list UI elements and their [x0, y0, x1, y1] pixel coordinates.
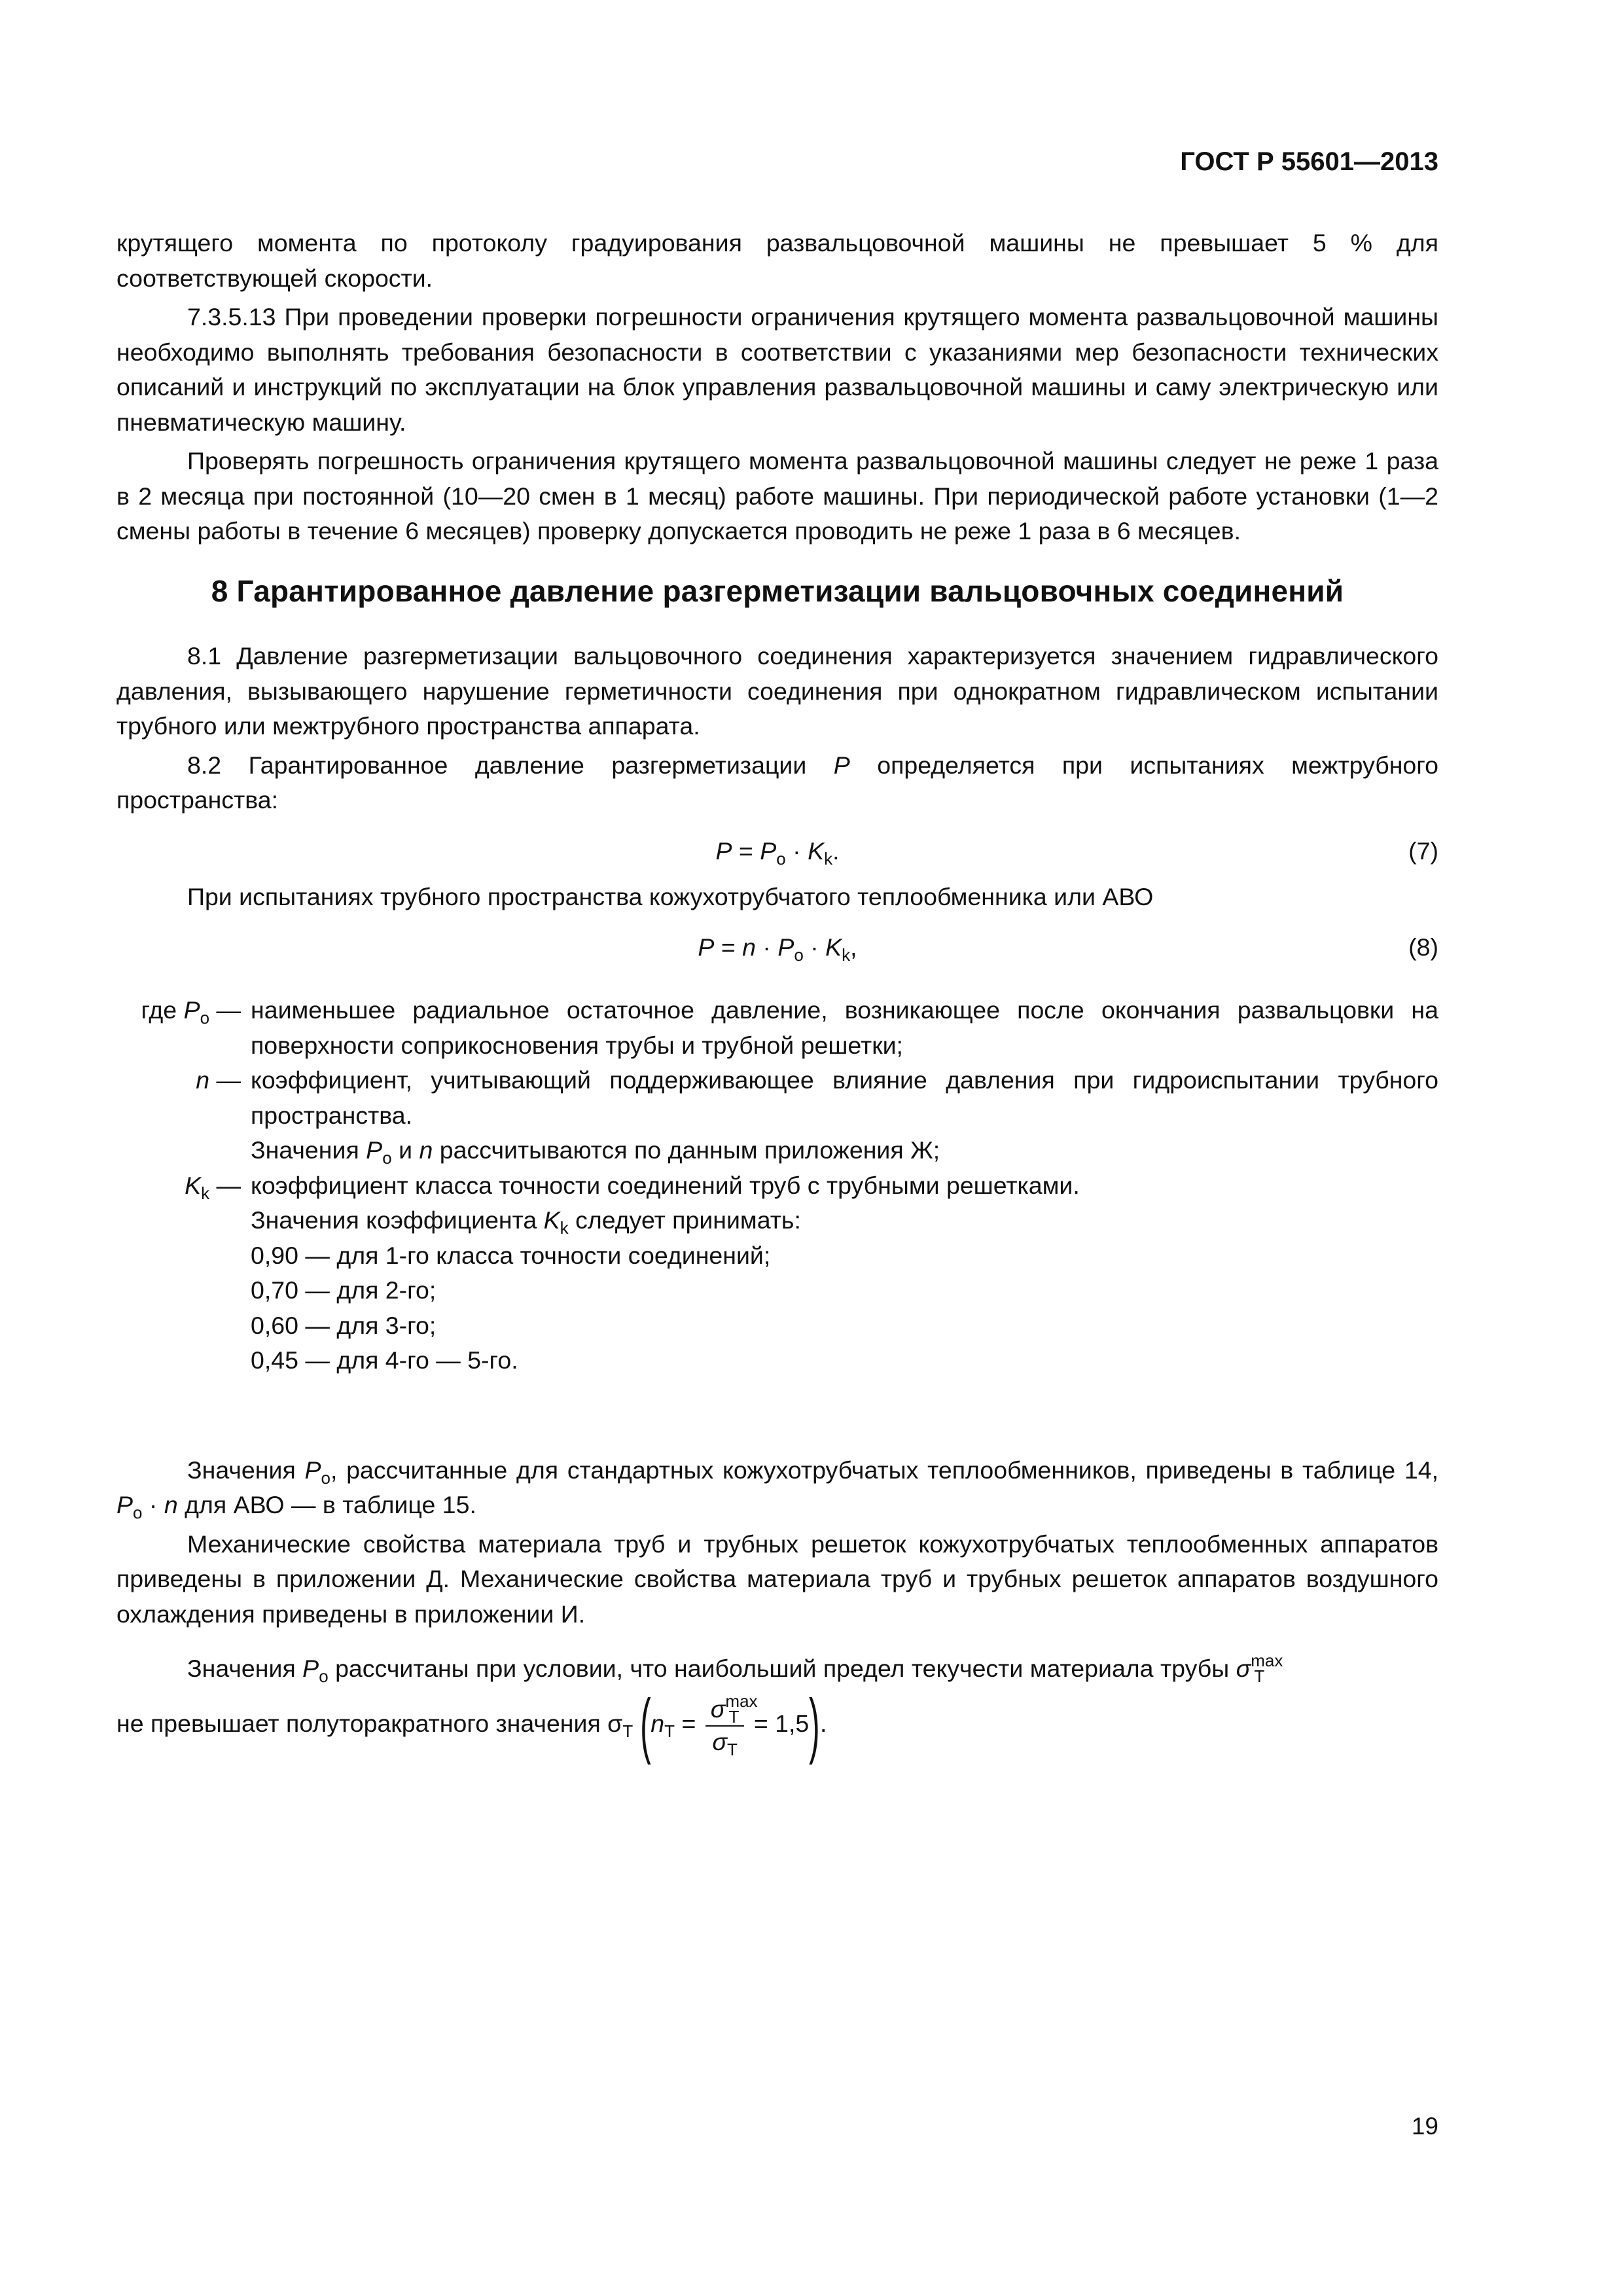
- paragraph: Значения $P_о$ рассчитаны при условии, что наибольший предел текучести материала трубы $\sigma^{max}_T$: [187, 1651, 1283, 1686]
- paragraph: крутящего момента по протоколу градуирования развальцовочной машины не превышает 5 % для соответствующей скорости.: [116, 229, 1438, 292]
- coefficient-value: 0,70 — для 2-го;: [251, 1276, 437, 1304]
- definition-symbol: $K_k$ —: [185, 1171, 241, 1203]
- definitions-list: [116, 993, 1438, 1378]
- document-code: ГОСТ Р 55601—2013: [1180, 147, 1438, 176]
- coefficient-value: 0,60 — для 3-го;: [251, 1311, 437, 1339]
- fraction: $\frac{\sigma^{max}_T}{\sigma_T}$: [705, 1694, 745, 1757]
- definition-note: Значения $P_о$ и n рассчитываются по данным приложения Ж;: [251, 1136, 940, 1168]
- definition-po: [116, 993, 1438, 1063]
- definition-text: наименьшее радиальное остаточное давление, возникающее после окончания развальцовки на поверхности соприкосновения трубы и трубной решетки;: [251, 996, 1438, 1059]
- formula: $P = n \cdot P_о \cdot K_k$,: [698, 933, 857, 965]
- definition-symbol: где $P_о$ —: [141, 996, 241, 1028]
- paragraph: 8.2 Гарантированное давление разгерметизации P определяется при испытаниях межтрубного пространства:: [116, 751, 1438, 814]
- definition-kk: [116, 1168, 1438, 1204]
- definition-n: [116, 1063, 1438, 1133]
- definition-note: Значения коэффициента $K_k$ следует принимать:: [251, 1206, 801, 1238]
- paragraph: Механические свойства материала труб и трубных решеток кожухотрубчатых теплообменных аппаратов приведены в приложении Д. Механические свойства материала труб и трубных решеток аппаратов воздушного охлаждения приведены в приложении И.: [116, 1530, 1438, 1628]
- paragraph: 7.3.5.13 При проведении проверки погрешности ограничения крутящего момента развальцовочной машины необходимо выполнять требования безопасности в соответствии с указаниями мер безопасности технических описаний и инструкций по эксплуатации на блок управления развальцовочной машины и саму электрическую или пневматическую машину.: [116, 303, 1438, 436]
- definition-text: коэффициент, учитывающий поддерживающее влияние давления при гидроиспытании трубного пространства.: [251, 1066, 1438, 1129]
- paragraph: Проверять погрешность ограничения крутящего момента развальцовочной машины следует не реже 1 раза в 2 месяца при постоянной (10—20 смен в 1 месяц) работе машины. При периодической работе установки (1—2 смены работы в течение 6 месяцев) проверку допускается проводить не реже 1 раза в 6 месяцев.: [116, 447, 1438, 545]
- equation-7: [116, 834, 1438, 874]
- definition-text: коэффициент класса точности соединений труб с трубными решетками.: [251, 1171, 1080, 1199]
- left-paren: (: [639, 1684, 651, 1765]
- paragraph: 8.1 Давление разгерметизации вальцовочного соединения характеризуется значением гидравлического давления, вызывающего нарушение герметичности соединения при однократном гидравлическом испытании трубного или межтрубного пространства аппарата.: [116, 642, 1438, 740]
- equation-number: (7): [1408, 836, 1438, 865]
- coefficient-value: 0,45 — для 4-го — 5-го.: [251, 1346, 518, 1374]
- document-body: [116, 226, 1439, 1765]
- equation-8: [116, 930, 1438, 971]
- definition-symbol: n —: [196, 1066, 241, 1094]
- paragraph: Значения $P_о$, рассчитанные для стандартных кожухотрубчатых теплообменников, приведены в таблице 14, $P_о \cdot n$ для АВО — в таблице 15.: [116, 1456, 1439, 1522]
- equation-number: (8): [1408, 933, 1438, 961]
- formula: $P = P_о \cdot K_k$.: [715, 836, 840, 869]
- page-number: 19: [1411, 2113, 1438, 2140]
- paragraph: не превышает полуторакратного значения $\sigma_T$ ($n_T$ = $\frac{\sigma^{max}_T}{\sigma_T}$ = 1,5).: [116, 1684, 827, 1765]
- paragraph: При испытаниях трубного пространства кожухотрубчатого теплообменника или АВО: [187, 882, 1154, 910]
- right-paren: ): [809, 1684, 820, 1765]
- section-heading: 8 Гарантированное давление разгерметизации вальцовочных соединений: [211, 573, 1344, 608]
- coefficient-value: 0,90 — для 1-го класса точности соединений;: [251, 1241, 771, 1269]
